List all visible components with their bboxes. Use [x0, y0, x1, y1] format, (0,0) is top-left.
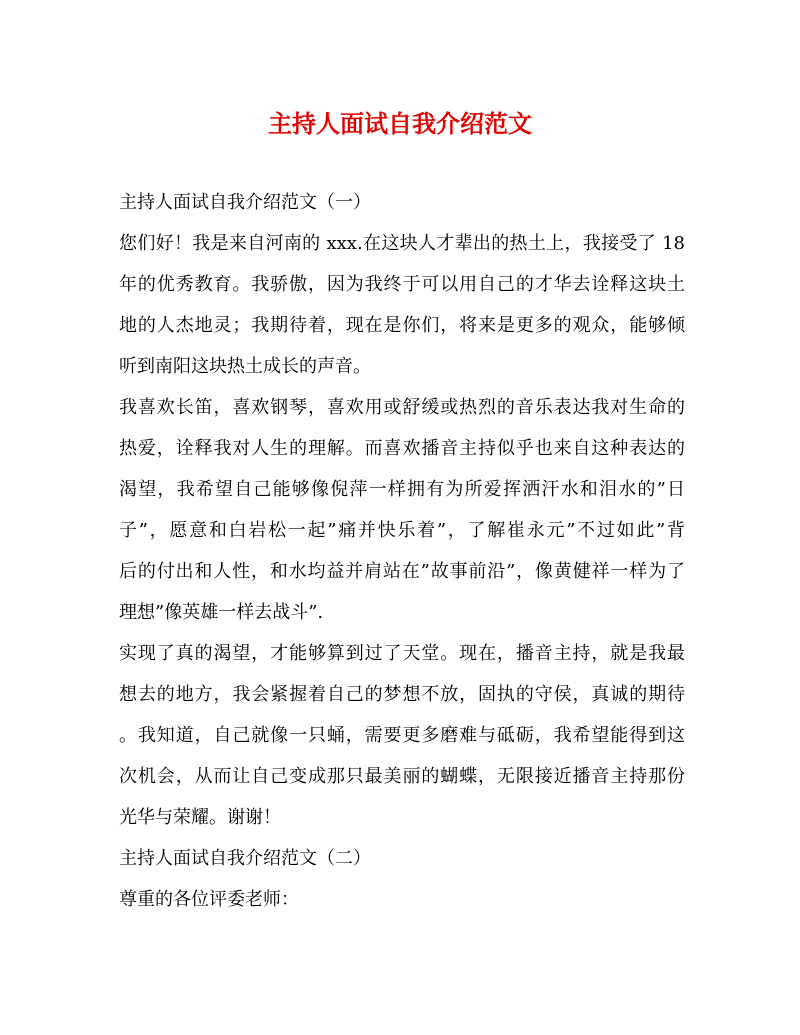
paragraph-line: 实现了真的渴望，才能够算到过了天堂。现在，播音主持，就是我最	[119, 643, 685, 664]
paragraph-line: 渴望，我希望自己能够像倪萍一样拥有为所爱挥洒汗水和泪水的”日	[119, 479, 685, 500]
paragraph-line: 理想”像英雄一样去战斗”.	[119, 602, 324, 623]
paragraph-line: 次机会，从而让自己变成那只最美丽的蝴蝶，无限接近播音主持那份	[119, 766, 685, 787]
paragraph-line: 主持人面试自我介绍范文（一）	[119, 192, 371, 213]
paragraph-line: 年的优秀教育。我骄傲，因为我终于可以用自己的才华去诠释这块土	[119, 274, 685, 295]
paragraph-line: 。我知道，自己就像一只蛹，需要更多磨难与砥砺，我希望能得到这	[119, 725, 685, 746]
document-title: 主持人面试自我介绍范文	[268, 109, 532, 138]
paragraph-line: 主持人面试自我介绍范文（二）	[119, 848, 371, 869]
paragraph-line: 光华与荣耀。谢谢！	[119, 807, 281, 828]
paragraph-line: 想去的地方，我会紧握着自己的梦想不放，固执的守侯，真诚的期待	[119, 684, 685, 705]
paragraph-line: 子”，愿意和白岩松一起”痛并快乐着”，了解崔永元”不过如此”背	[119, 520, 685, 541]
paragraph-line: 后的付出和人性，和水均益并肩站在”故事前沿”，像黄健祥一样为了	[119, 561, 685, 582]
paragraph-line: 地的人杰地灵；我期待着，现在是你们，将来是更多的观众，能够倾	[119, 315, 685, 336]
document-body	[119, 182, 685, 920]
paragraph-line: 您们好！我是来自河南的 xxx.在这块人才辈出的热土上，我接受了 18	[119, 233, 685, 254]
paragraph-line: 我喜欢长笛，喜欢钢琴，喜欢用或舒缓或热烈的音乐表达我对生命的	[119, 397, 685, 418]
paragraph-line: 听到南阳这块热土成长的声音。	[119, 356, 371, 377]
paragraph-line: 热爱，诠释我对人生的理解。而喜欢播音主持似乎也来自这种表达的	[119, 438, 685, 459]
paragraph-line: 尊重的各位评委老师：	[119, 889, 299, 910]
